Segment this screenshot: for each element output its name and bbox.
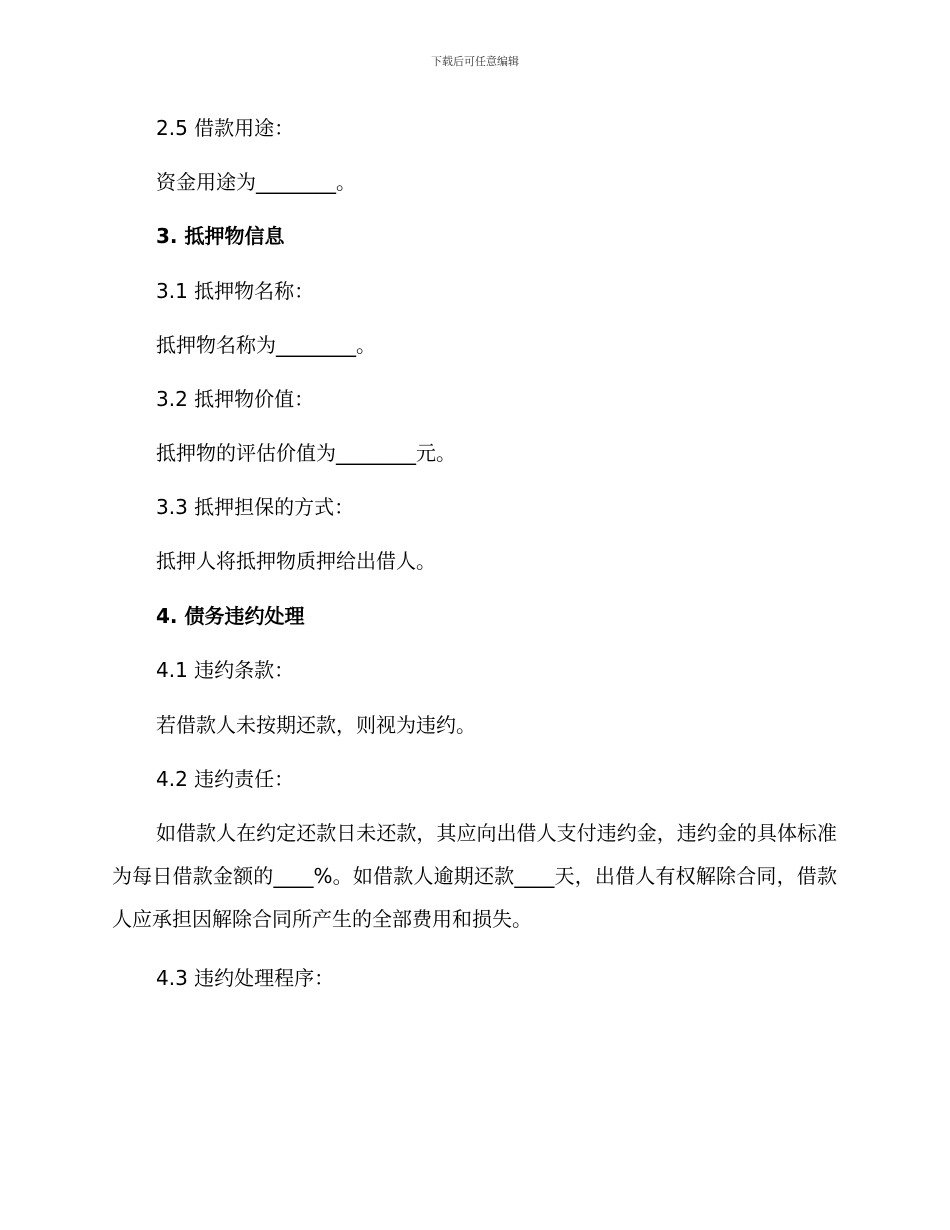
section-4-3-heading: 4.3 违约处理程序： bbox=[156, 966, 335, 990]
default-liability-paragraph: 如借款人在约定还款日未还款，其应向出借人支付违约金，违约金的具体标准为每日借款金额的____%。如借款人逾期还款____天，出借人有权解除合同，借款人应承担因解除合同所产生的全部费用和损失。 bbox=[112, 821, 837, 931]
section-4-2-heading: 4.2 违约责任： bbox=[156, 767, 295, 791]
section-3-title: 3. 抵押物信息 bbox=[156, 224, 285, 248]
section-3-1-heading: 3.1 抵押物名称： bbox=[156, 279, 315, 303]
section-2-5-heading: 2.5 借款用途： bbox=[156, 116, 295, 140]
default-clause-line: 若借款人未按期还款，则视为违约。 bbox=[156, 713, 476, 737]
page-header: 下载后可任意编辑 bbox=[431, 55, 519, 68]
fund-usage-line: 资金用途为________。 bbox=[156, 170, 356, 194]
section-4-1-heading: 4.1 违约条款： bbox=[156, 658, 295, 682]
guarantee-method-line: 抵押人将抵押物质押给出借人。 bbox=[156, 549, 436, 573]
section-3-3-heading: 3.3 抵押担保的方式： bbox=[156, 495, 355, 519]
section-4-title: 4. 债务违约处理 bbox=[156, 604, 305, 628]
section-3-2-heading: 3.2 抵押物价值： bbox=[156, 387, 315, 411]
collateral-name-line: 抵押物名称为________。 bbox=[156, 333, 376, 357]
collateral-value-line: 抵押物的评估价值为________元。 bbox=[156, 441, 456, 465]
